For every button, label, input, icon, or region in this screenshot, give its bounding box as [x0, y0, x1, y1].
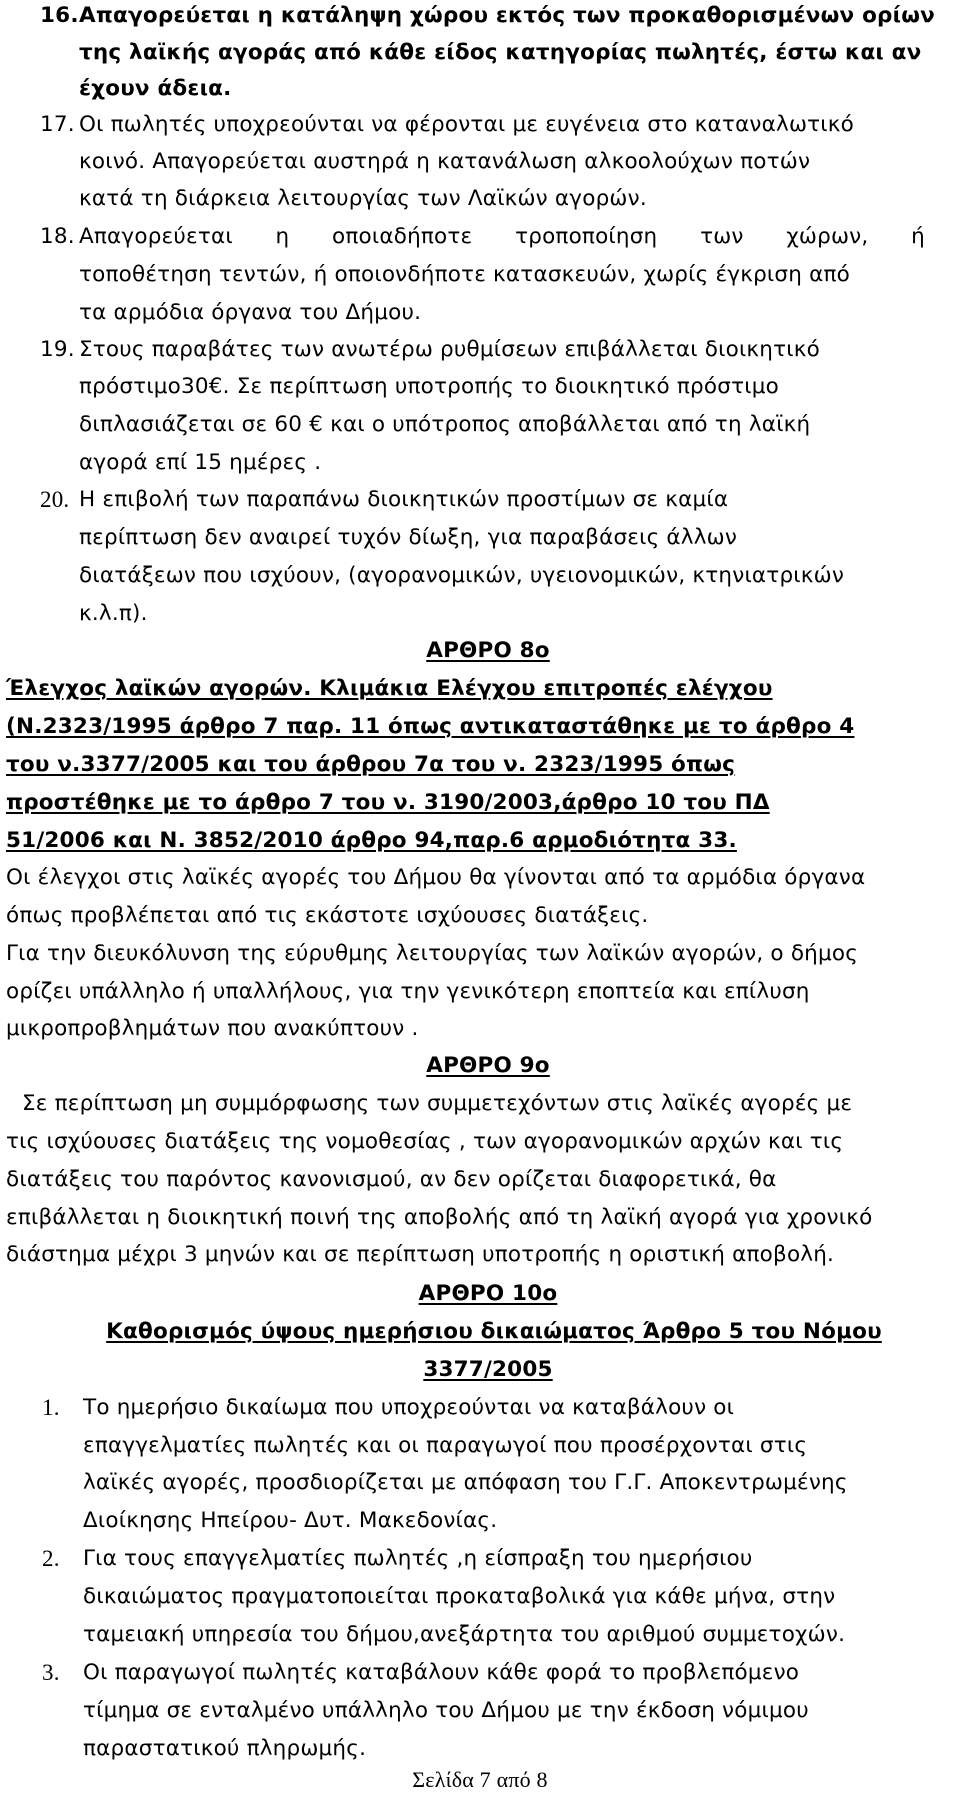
item-line: κ.λ.π).: [79, 601, 148, 626]
article-heading: ΑΡΘΡΟ 8ο: [426, 638, 550, 663]
body-line: διάστημα μέχρι 3 μηνών και σε περίπτωση υποτροπής η οριστική αποβολή.: [6, 1242, 835, 1267]
article-heading: ΑΡΘΡΟ 9ο: [426, 1053, 550, 1078]
body-line: τις ισχύουσες διατάξεις της νομοθεσίας , των αγορανομικών αρχών και τις: [6, 1129, 844, 1154]
item-line-justified: [79, 224, 925, 249]
item-line: Οι πωλητές υποχρεούνται να φέρονται με ευγένεια στο καταναλωτικό: [79, 112, 854, 137]
word: ή: [911, 224, 925, 249]
item-line: Διοίκησης Ηπείρου- Δυτ. Μακεδονίας.: [83, 1508, 498, 1533]
body-line: διατάξεις του παρόντος κανονισμού, αν δεν ορίζεται διαφορετικά, θα: [6, 1167, 777, 1192]
item-number: 2.: [42, 1546, 60, 1571]
item-line: τοποθέτηση τεντών, ή οποιονδήποτε κατασκευών, χωρίς έγκριση από: [79, 262, 850, 287]
item-line: Απαγορεύεται η κατάληψη χώρου εκτός των προκαθορισμένων ορίων: [79, 3, 935, 28]
item-line: ταμειακή υπηρεσία του δήμου,ανεξάρτητα του αριθμού συμμετοχών.: [83, 1622, 846, 1647]
item-number: 18.: [40, 224, 75, 249]
word: χώρων,: [786, 224, 869, 249]
item-line: Για τους επαγγελματίες πωλητές ,η είσπραξη του ημερήσιου: [83, 1546, 753, 1571]
item-line: πρόστιμο30€. Σε περίπτωση υποτροπής το διοικητικό πρόστιμο: [79, 374, 779, 399]
item-line: αγορά επί 15 ημέρες .: [79, 450, 322, 475]
body-line: Οι έλεγχοι στις λαϊκές αγορές του Δήμου θα γίνονται από τα αρμόδια όργανα: [6, 865, 866, 890]
item-line: παραστατικού πληρωμής.: [83, 1736, 367, 1761]
item-number: 17.: [40, 112, 75, 137]
body-line: Σε περίπτωση μη συμμόρφωσης των συμμετεχόντων στις λαϊκές αγορές με: [22, 1091, 853, 1116]
body-line: Για την διευκόλυνση της εύρυθμης λειτουργίας των λαϊκών αγορών, ο δήμος: [6, 941, 859, 966]
article-subtitle: προστέθηκε με το άρθρο 7 του ν. 3190/2003,άρθρο 10 του ΠΔ: [6, 790, 770, 815]
word: η: [275, 224, 290, 249]
item-line: κοινό. Απαγορεύεται αυστηρά η κατανάλωση αλκοολούχων ποτών: [79, 149, 811, 174]
item-line: κατά τη διάρκεια λειτουργίας των Λαϊκών αγορών.: [79, 186, 647, 211]
item-number: 20.: [40, 487, 70, 512]
item-line: Στους παραβάτες των ανωτέρω ρυθμίσεων επιβάλλεται διοικητικό: [79, 337, 820, 362]
item-number: 1.: [42, 1395, 60, 1420]
item-line: διπλασιάζεται σε 60 € και ο υπότροπος αποβάλλεται από τη λαϊκή: [79, 412, 811, 437]
item-line: διατάξεων που ισχύουν, (αγορανομικών, υγειονομικών, κτηνιατρικών: [79, 563, 845, 588]
article-subtitle: του ν.3377/2005 και του άρθρου 7α του ν. 2323/1995 όπως: [6, 752, 736, 777]
word: οποιαδήποτε: [332, 224, 473, 249]
article-subtitle: (Ν.2323/1995 άρθρο 7 παρ. 11 όπως αντικαταστάθηκε με το άρθρο 4: [6, 714, 855, 739]
body-line: ορίζει υπάλληλο ή υπαλλήλους, για την γενικότερη εποπτεία και επίλυση: [6, 979, 810, 1004]
article-heading: ΑΡΘΡΟ 10ο: [418, 1281, 558, 1306]
body-line: μικροπροβλημάτων που ανακύπτουν .: [6, 1016, 419, 1041]
item-line: έχουν άδεια.: [79, 76, 232, 101]
word: Απαγορεύεται: [79, 224, 233, 249]
item-line: της λαϊκής αγοράς από κάθε είδος κατηγορίας πωλητές, έστω και αν: [79, 40, 922, 65]
page-footer: Σελίδα 7 από 8: [412, 1767, 548, 1792]
word: των: [700, 224, 744, 249]
item-line: επαγγελματίες πωλητές και οι παραγωγοί που προσέρχονται στις: [83, 1433, 808, 1458]
word: τροποποίηση: [515, 224, 658, 249]
item-line: δικαιώματος πραγματοποιείται προκαταβολικά για κάθε μήνα, στην: [83, 1584, 836, 1609]
body-line: επιβάλλεται η διοικητική ποινή της αποβολής από τη λαϊκή αγορά για χρονικό: [6, 1205, 873, 1230]
body-line: όπως προβλέπεται από τις εκάστοτε ισχύουσες διατάξεις.: [6, 903, 649, 928]
item-number: 19.: [40, 337, 75, 362]
article-subtitle: Καθορισμός ύψους ημερήσιου δικαιώματος Άρθρο 5 του Νόμου: [106, 1319, 882, 1344]
item-line: τίμημα σε ενταλμένο υπάλληλο του Δήμου με την έκδοση νόμιμου: [83, 1698, 809, 1723]
item-line: λαϊκές αγορές, προσδιορίζεται με απόφαση του Γ.Γ. Αποκεντρωμένης: [83, 1470, 848, 1495]
item-number: 3.: [42, 1660, 60, 1685]
article-subtitle: 3377/2005: [423, 1357, 553, 1382]
item-line: Το ημερήσιο δικαίωμα που υποχρεούνται να καταβάλουν οι: [83, 1395, 735, 1420]
item-number: 16.: [40, 3, 79, 28]
item-line: Οι παραγωγοί πωλητές καταβάλουν κάθε φορά το προβλεπόμενο: [83, 1660, 800, 1685]
item-line: Η επιβολή των παραπάνω διοικητικών προστίμων σε καμία: [79, 487, 729, 512]
article-subtitle: Έλεγχος λαϊκών αγορών. Κλιμάκια Ελέγχου επιτροπές ελέγχου: [6, 676, 773, 701]
item-line: τα αρμόδια όργανα του Δήμου.: [79, 300, 422, 325]
article-subtitle: 51/2006 και Ν. 3852/2010 άρθρο 94,παρ.6 αρμοδιότητα 33.: [6, 828, 737, 853]
item-line: περίπτωση δεν αναιρεί τυχόν δίωξη, για παραβάσεις άλλων: [79, 525, 738, 550]
